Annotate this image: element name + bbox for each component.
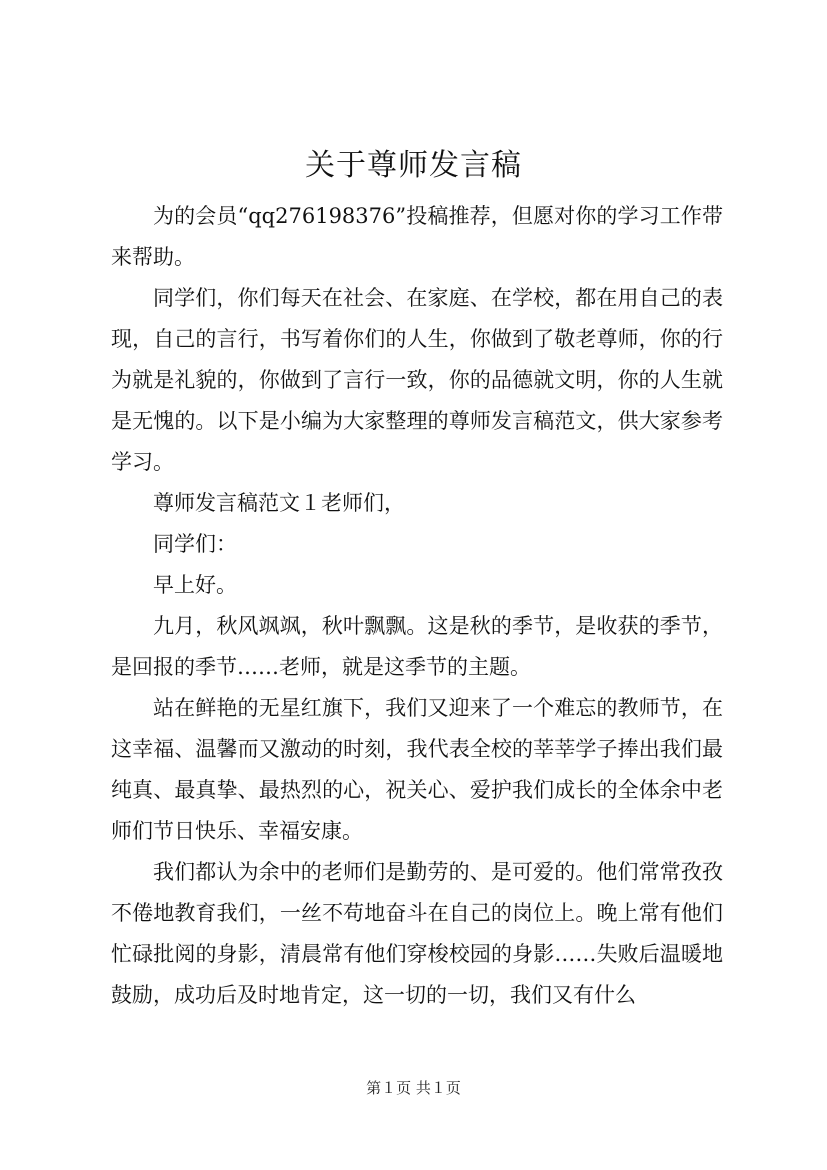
paragraph: 同学们，你们每天在社会、在家庭、在学校，都在用自己的表现，自己的言行，书写着你们的人生，你做到了敬老尊师，你的行为就是礼貌的，你做到了言行一致，你的品德就文明，你的人生就是无愧的。以下是小编为大家整理的尊师发言稿范文，供大家参考学习。 (111, 286, 723, 474)
paragraph: 站在鲜艳的无星红旗下，我们又迎来了一个难忘的教师节，在这幸福、温馨而又激动的时刻，我代表全校的莘莘学子捧出我们最纯真、最真挚、最热烈的心，祝关心、爱护我们成长的全体余中老师们节日快乐、幸福安康。 (111, 696, 723, 843)
page-number-footer: 第１页 共１页 (366, 1079, 461, 1097)
paragraph: 早上好。 (153, 573, 237, 597)
paragraph: 九月，秋风飒飒，秋叶飘飘。这是秋的季节，是收获的季节，是回报的季节……老师，就是这季节的主题。 (111, 614, 723, 679)
paragraph: 为的会员“qq276198376”投稿推荐，但愿对你的学习工作带来帮助。 (111, 204, 723, 269)
paragraph: 同学们： (153, 532, 237, 556)
document-body (111, 196, 723, 1016)
paragraph: 尊师发言稿范文１老师们， (153, 491, 405, 515)
paragraph: 我们都认为余中的老师们是勤劳的、是可爱的。他们常常孜孜不倦地教育我们，一丝不苟地奋斗在自己的岗位上。晚上常有他们忙碌批阅的身影，清晨常有他们穿梭校园的身影……失败后温暖地鼓励，成功后及时地肯定，这一切的一切，我们又有什么 (111, 860, 723, 1007)
document-title: 关于尊师发言稿 (305, 148, 522, 183)
